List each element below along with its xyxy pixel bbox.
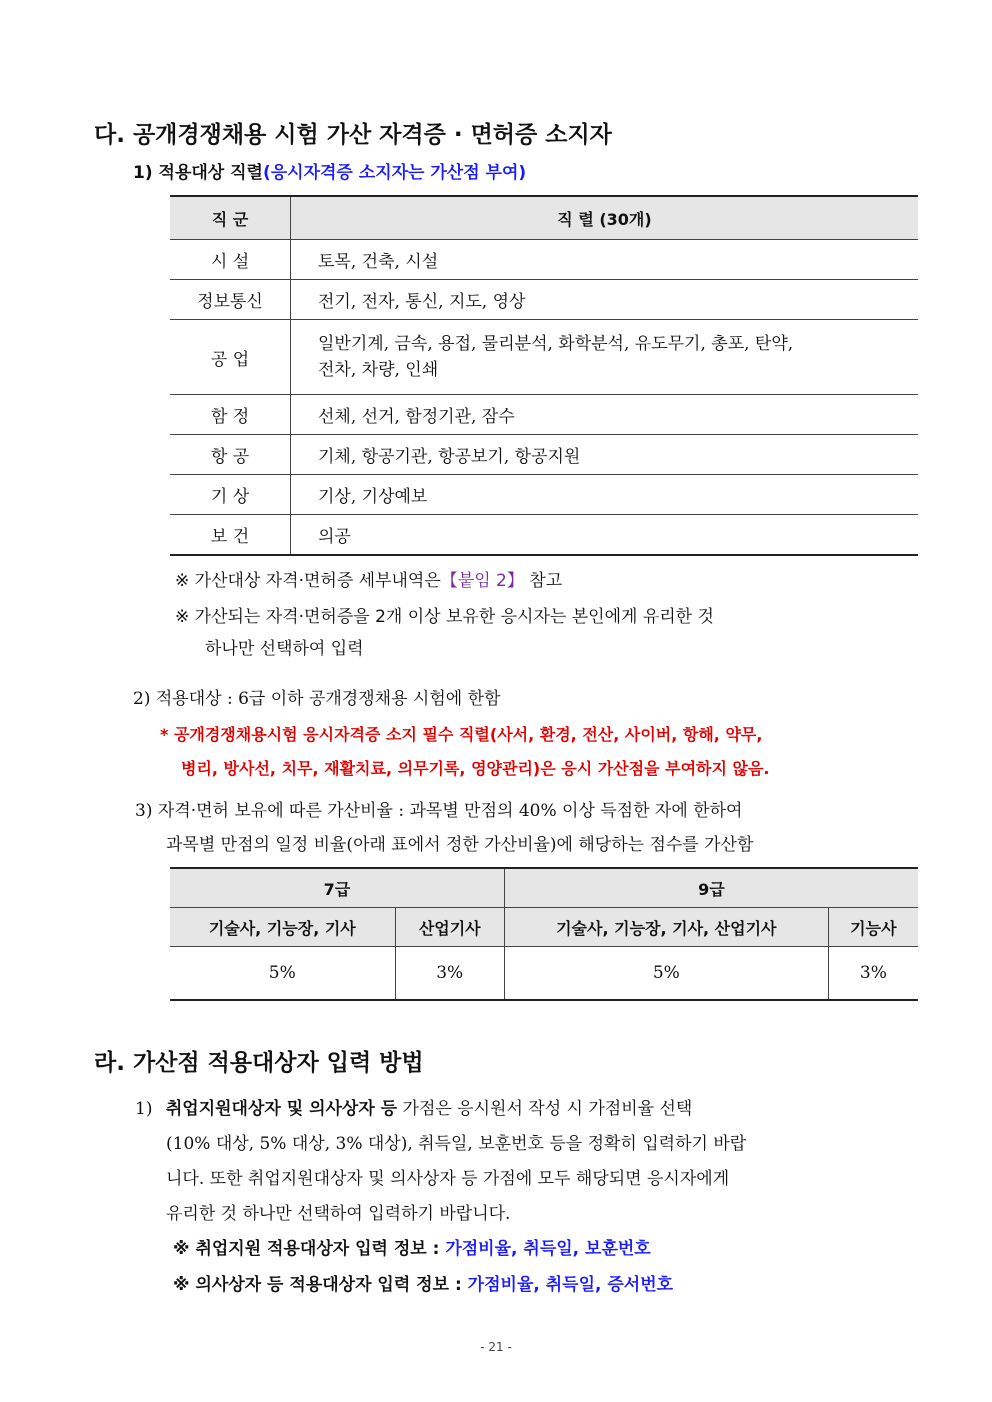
bonus-rate-table [170, 867, 918, 1001]
sub3-line-2: 과목별 만점의 일정 비율(아래 표에서 정한 가산비율)에 해당하는 점수를 가산함 [166, 835, 754, 855]
sub2-text: 2) 적용대상 : 6급 이하 공개경쟁채용 시험에 한함 [133, 689, 501, 709]
info-line-1 [173, 1234, 651, 1259]
info-1-label: ※ 취업지원 적용대상자 입력 정보 : [173, 1239, 440, 1259]
grade-9-qual-b: 기능사 [828, 908, 918, 947]
qualification-header-row [170, 908, 918, 947]
series-cell: 선체, 선거, 함정기관, 잠수 [291, 395, 919, 435]
section-da-heading: 다. 공개경쟁채용 시험 가산 자격증 · 면허증 소지자 [94, 122, 612, 148]
series-cell: 기상, 기상예보 [291, 475, 919, 515]
table-row [170, 435, 918, 475]
series-table [170, 195, 918, 556]
header-series: 직 렬 (30개) [291, 196, 919, 240]
grade-header-row [170, 868, 918, 908]
group-cell: 공 업 [170, 320, 291, 395]
grade-9-rate-a: 5% [504, 947, 828, 1001]
series-cell: 기체, 항공기관, 항공보기, 항공지원 [291, 435, 919, 475]
sub1-heading [133, 158, 526, 183]
table-header-row [170, 196, 918, 240]
ra-p1-line-2: (10% 대상, 5% 대상, 3% 대상), 취득일, 보훈번호 등을 정확히 입력하기 바랍 [166, 1134, 747, 1154]
ra-p1-bold: 취업지원대상자 및 의사상자 등 [165, 1099, 398, 1119]
group-cell: 항 공 [170, 435, 291, 475]
ra-p1-rest: 가점은 응시원서 작성 시 가점비율 선택 [402, 1099, 693, 1119]
series-cell: 토목, 건축, 시설 [291, 240, 919, 280]
rate-row [170, 947, 918, 1001]
sub1-note: (응시자격증 소지자는 가산점 부여) [262, 163, 527, 183]
ra-p1-line-3: 니다. 또한 취업지원대상자 및 의사상자 등 가점에 모두 해당되면 응시자에게 [166, 1169, 730, 1189]
series-cell [291, 320, 919, 395]
group-cell: 함 정 [170, 395, 291, 435]
grade-7-rate-b: 3% [395, 947, 504, 1001]
series-line-2: 전차, 차량, 인쇄 [318, 360, 439, 380]
grade-7-header: 7급 [170, 868, 504, 908]
warning-line-1: * 공개경쟁채용시험 응시자격증 소지 필수 직렬(사서, 환경, 전산, 사이버, 항해, 약무, [160, 725, 763, 744]
grade-7-qual-b: 산업기사 [395, 908, 504, 947]
sub1-label: 1) 적용대상 직렬 [133, 163, 263, 183]
table-row [170, 320, 918, 395]
warning-line-2: 병리, 방사선, 치무, 재활치료, 의무기록, 영양관리)은 응시 가산점을 부여하지 않음. [181, 759, 770, 778]
grade-9-header: 9급 [504, 868, 918, 908]
table-row [170, 515, 918, 556]
grade-9-rate-b: 3% [828, 947, 918, 1001]
series-cell: 의공 [291, 515, 919, 556]
series-line-1: 일반기계, 금속, 용접, 물리분석, 화학분석, 유도무기, 총포, 탄약, [318, 334, 794, 354]
note-1-prefix: ※ 가산대상 자격·면허증 세부내역은 [175, 571, 441, 591]
note-2-line-2: 하나만 선택하여 입력 [205, 639, 364, 659]
table-row [170, 280, 918, 320]
info-1-value: 가점비율, 취득일, 보훈번호 [445, 1239, 651, 1259]
table-row [170, 240, 918, 280]
info-line-2 [173, 1270, 673, 1295]
group-cell: 기 상 [170, 475, 291, 515]
grade-9-qual-a: 기술사, 기능장, 기사, 산업기사 [504, 908, 828, 947]
group-cell: 보 건 [170, 515, 291, 556]
ra-p1-line-1 [135, 1094, 692, 1119]
note-2-line-1: ※ 가산되는 자격·면허증을 2개 이상 보유한 응시자는 본인에게 유리한 것 [175, 607, 714, 627]
sub3-line-1: 3) 자격·면허 보유에 따른 가산비율 : 과목별 만점의 40% 이상 득점한 자에 한하여 [135, 801, 743, 821]
info-2-value: 가점비율, 취득일, 증서번호 [467, 1275, 674, 1295]
table-row [170, 475, 918, 515]
ra-p1-line-4: 유리한 것 하나만 선택하여 입력하기 바랍니다. [166, 1204, 511, 1224]
group-cell: 시 설 [170, 240, 291, 280]
ra-p1-number: 1) [135, 1099, 153, 1119]
series-cell: 전기, 전자, 통신, 지도, 영상 [291, 280, 919, 320]
note-1 [175, 566, 562, 591]
grade-7-rate-a: 5% [170, 947, 395, 1001]
page-number: - 21 - [480, 1340, 512, 1354]
note-1-reference[interactable]: 【붙임 2】 [440, 571, 524, 591]
note-1-suffix: 참고 [529, 571, 563, 591]
info-2-label: ※ 의사상자 등 적용대상자 입력 정보 : [173, 1275, 462, 1295]
grade-7-qual-a: 기술사, 기능장, 기사 [170, 908, 395, 947]
group-cell: 정보통신 [170, 280, 291, 320]
table-row [170, 395, 918, 435]
section-ra-heading: 라. 가산점 적용대상자 입력 방법 [94, 1050, 424, 1076]
header-group: 직 군 [170, 196, 291, 240]
